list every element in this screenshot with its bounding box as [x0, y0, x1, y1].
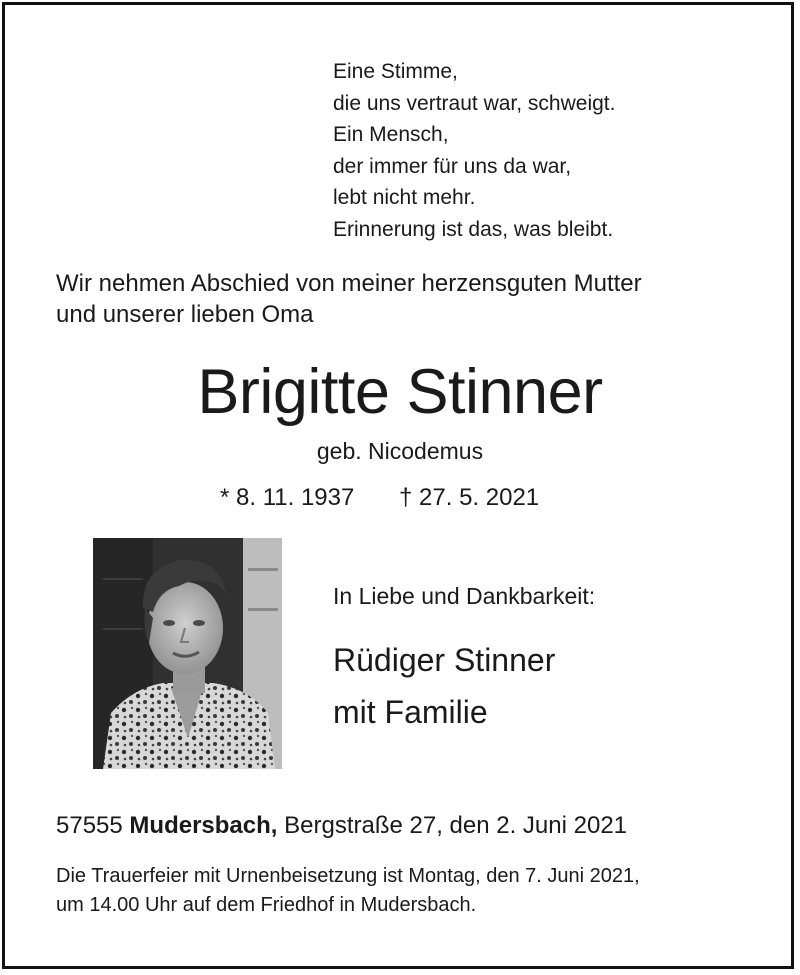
notice-line-1: Die Trauerfeier mit Urnenbeisetzung ist Montag, den 7. Juni 2021, — [56, 865, 640, 887]
poem-line: Ein Mensch, — [333, 123, 449, 146]
poem — [333, 56, 615, 245]
death-date: † 27. 5. 2021 — [399, 484, 540, 511]
poem-line: Erinnerung ist das, was bleibt. — [333, 217, 614, 241]
city: Mudersbach, — [129, 812, 278, 839]
notice-line-2: um 14.00 Uhr auf dem Friedhof in Mudersbach. — [56, 894, 477, 916]
intro-line-1: Wir nehmen Abschied von meiner herzensguten Mutter — [56, 270, 642, 297]
birth-date: * 8. 11. 1937 — [220, 484, 355, 511]
poem-line: die uns vertraut war, schweigt. — [333, 91, 616, 115]
deceased-name: Brigitte Stinner — [197, 357, 603, 427]
street-date: Bergstraße 27, den 2. Juni 2021 — [284, 812, 628, 839]
portrait-photo — [93, 538, 282, 769]
funeral-notice — [56, 862, 640, 920]
mourners — [333, 634, 555, 738]
mourners-heading: In Liebe und Dankbarkeit: — [333, 583, 596, 609]
poem-line: Eine Stimme, — [333, 60, 458, 83]
poem-line: lebt nicht mehr. — [333, 186, 476, 209]
postal-code: 57555 — [56, 812, 123, 839]
intro-line-2: und unserer lieben Oma — [56, 301, 314, 328]
farewell-intro — [56, 268, 642, 330]
mourner-name: Rüdiger Stinner — [333, 642, 556, 678]
address-line — [56, 810, 627, 842]
life-dates — [220, 482, 539, 514]
poem-line: der immer für uns da war, — [333, 154, 572, 178]
mourner-family: mit Familie — [333, 694, 488, 730]
maiden-name: geb. Nicodemus — [316, 438, 484, 464]
